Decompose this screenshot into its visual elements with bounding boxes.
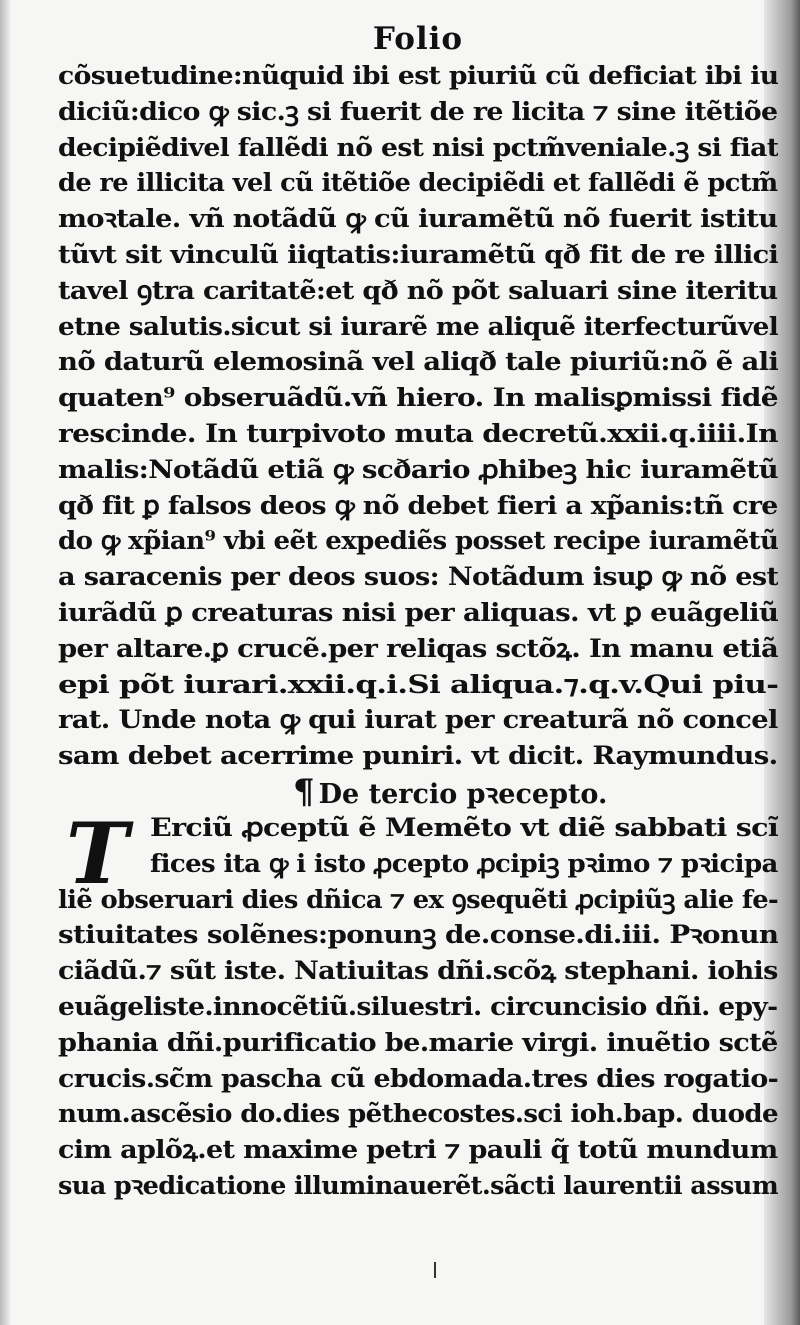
text-line: rat. Unde nota ꝙ qui iurat per creaturã nõ concel <box>58 705 778 735</box>
section-heading <box>58 771 778 812</box>
text-line: crucis.sc̃m pascha cũ ebdomada.tres dies rogatio- <box>58 1063 778 1093</box>
text-line: cõsuetudine:nũquid ibi est piuriũ cũ deficiat ibi iu <box>58 61 778 90</box>
text-line: ciãdũ.⁊ sũt iste. Natiuitas dñi.scõꝝ stephani. iohis <box>58 956 778 986</box>
text-line: quaten⁹ obseruãdũ.vñ hiero. In malisꝑmissi fidẽ <box>58 383 778 413</box>
text-line: stiuitates solẽnes:ponunꝫ de.conse.di.iii. Pꝛonun <box>58 920 778 950</box>
text-line: liẽ obseruari dies dñica ⁊ ex ꝯsequẽti ꝓcipiũꝫ alie fe- <box>58 884 778 914</box>
text-line: a saracenis per deos suos: Notãdum isuꝑ ꝙ nõ est <box>58 562 778 592</box>
text-line: sam debet acerrime puniri. vt dicit. Raymundus. <box>58 741 778 771</box>
running-head: Folio <box>372 21 464 57</box>
text-line: malis:Notãdũ etiã ꝙ scðario ꝓhibeꝫ hic iuramẽtũ <box>58 454 778 484</box>
text-line: do ꝙ xp̃ian⁹ vbi eẽt expediẽs posset recipe iuramẽtũ <box>58 526 778 556</box>
text-line: moꝛtale. vñ notãdũ ꝙ cũ iuramẽtũ nõ fuerit istitu <box>58 204 778 234</box>
text-line: tavel ꝯtra caritatẽ:et qð nõ põt saluari sine iteritu <box>58 275 778 305</box>
text-line: Erciũ ꝓceptũ ẽ Memẽto vt diẽ sabbati scĩ <box>150 812 778 842</box>
text-line: qð fit ꝑ falsos deos ꝙ nõ debet fieri a xp̃anis:tñ cre <box>58 490 778 520</box>
text-line: nõ daturũ elemosinã vel aliqð tale piuriũ:nõ ẽ ali <box>58 347 778 377</box>
text-line: decipiẽdivel fallẽdi nõ est nisi pctm̃veniale.ꝫ si fiat <box>58 132 778 162</box>
text-line: num.ascẽsio do.dies pẽthecostes.sci ioh.bap. duode <box>58 1099 778 1129</box>
text-line: iurãdũ ꝑ creaturas nisi per aliquas. vt ꝑ euãgeliũ <box>58 597 778 627</box>
text-line: euãgeliste.innocẽtiũ.siluestri. circuncisio dñi. epy- <box>58 991 778 1021</box>
text-line: sua pꝛedicatione illuminauerẽt.sãcti laurentii assum <box>58 1170 778 1200</box>
text-line: fices ita ꝙ i isto ꝓcepto ꝓcipiꝫ pꝛimo ⁊ pꝛicipa <box>150 848 778 878</box>
text-line: de re illicita vel cũ itẽtiõe decipiẽdi et fallẽdi ẽ pctm̃ <box>58 168 778 198</box>
drop-cap: T <box>66 803 129 903</box>
printed-text-block <box>58 22 778 1204</box>
text-line: cim aplõꝝ.et maxime petri ⁊ pauli q̃ totũ mundum <box>58 1135 778 1165</box>
section-paragraph <box>58 803 778 1204</box>
text-line: rescinde. In turpivoto muta decretũ.xxii.q.iiii.In <box>58 418 778 448</box>
text-line: phania dñi.purificatio be.marie virgi. inuẽtio sctẽ <box>58 1027 778 1057</box>
text-line: etne salutis.sicut si iurarẽ me aliquẽ iterfecturũvel <box>58 311 778 341</box>
page-left-edge-shadow <box>0 0 10 1325</box>
ink-mark <box>434 1262 436 1278</box>
text-line: tũvt sit vinculũ iiqtatis:iuramẽtũ qð fit de re illici <box>58 239 778 269</box>
pilcrow-mark: ¶ <box>293 771 315 812</box>
text-line: diciũ:dico ꝙ sic.ꝫ si fuerit de re licita ⁊ sine itẽtiõe <box>58 96 778 126</box>
text-line: per altare.ꝑ crucẽ.per reliqas sctõꝝ. In manu etiã <box>58 633 778 663</box>
section-heading-text: De tercio pꝛecepto. <box>318 778 608 810</box>
text-line: epi põt iurari.xxii.q.i.Si aliqua.⁊.q.v.Qui piu- <box>58 669 778 699</box>
body-paragraph <box>58 58 778 774</box>
